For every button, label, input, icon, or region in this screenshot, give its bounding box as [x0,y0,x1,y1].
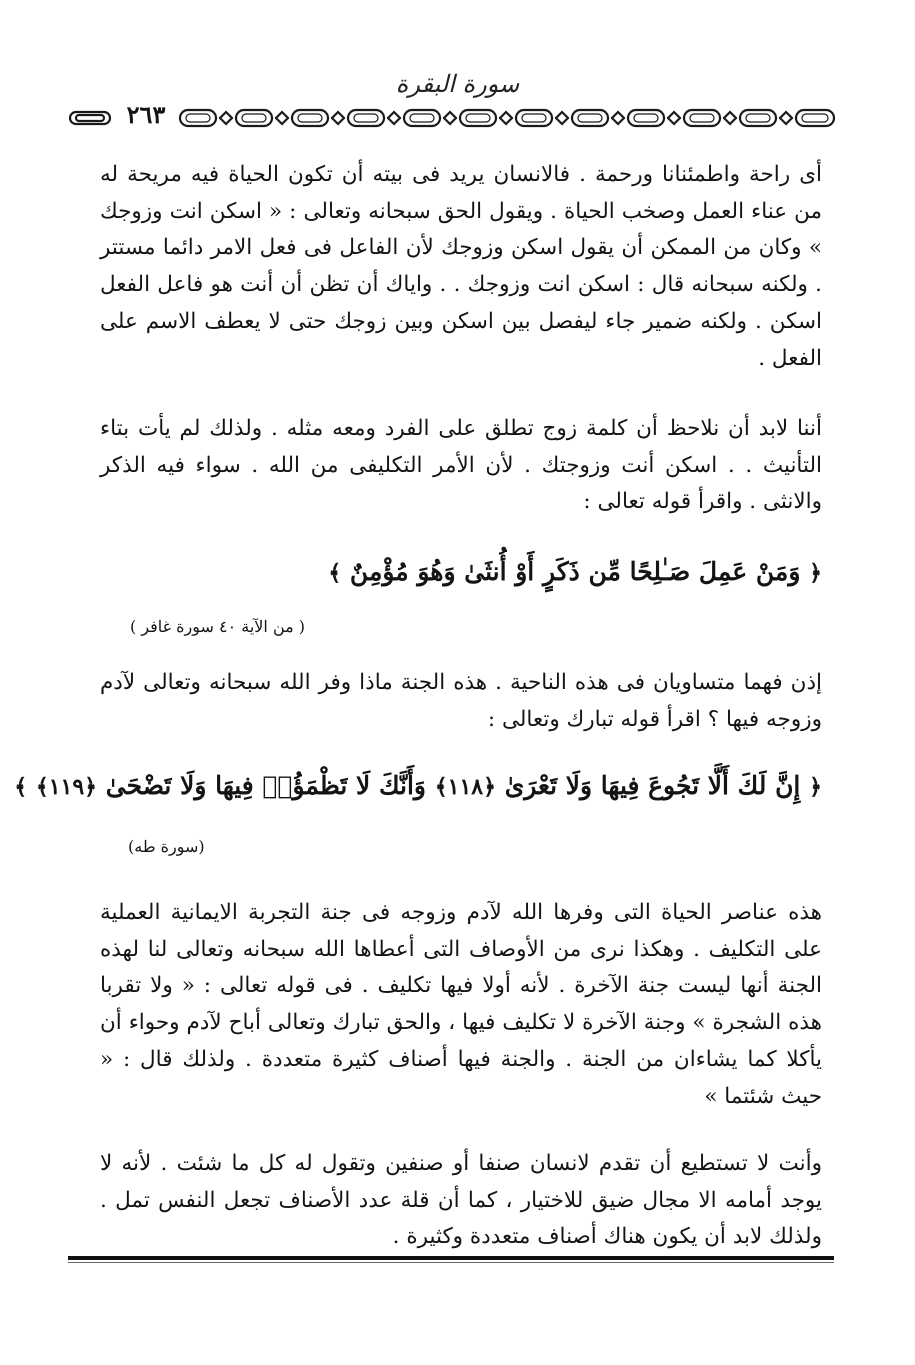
verse-text: وَمَنْ عَمِلَ صَـٰلِحًا مِّن ذَكَرٍ أَوْ أُنثَىٰ وَهُوَ مُؤْمِنٌ [349,557,801,586]
verse-open-bracket: ﴿ [809,774,822,800]
quran-verse-2 [14,771,822,800]
paragraph-3: إذن فهما متساويان فى هذه الناحية . هذه الجنة ماذا وفر الله سبحانه وتعالى لآدم وزوجه فيها ؟ اقرأ قوله تبارك وتعالى : [100,670,822,732]
footer-rule-thin [68,1262,834,1263]
verse-number-118: ﴿١١٨﴾ [434,774,496,800]
surah-title: سورة البقرة [395,70,520,98]
verse-number-119: ﴿١١٩﴾ [35,774,98,800]
verse-2-reference: (سورة طه) [128,837,205,856]
footer-rule [68,1256,834,1260]
verse-text-part-1: إِنَّ لَكَ أَلَّا تَجُوعَ فِيهَا وَلَا تَعْرَىٰ [504,771,801,800]
header-ornamental-border [68,102,838,138]
paragraph-2: أننا لابد أن نلاحظ أن كلمة زوج تطلق على الفرد ومعه مثله . ولذلك لم يأت بتاء التأنيث . . اسكن أنت وزوجتك . لأن الأمر التكليفى من الله . سواء فيه الذكر والانثى . واقرأ قوله تعالى : [100,416,822,515]
verse-close-bracket: ﴾ [328,560,342,586]
quran-verse-1 [110,557,822,586]
page-number: ٢٦٣ [126,100,166,129]
verse-1-reference: ( من الآية ٤٠ سورة غافر ) [130,617,306,636]
paragraph-5: وأنت لا تستطيع أن تقدم لانسان صنفا أو صنفين وتقول له كل ما شئت . لأنه لا يوجد أمامه الا مجال ضيق للاختيار ، كما أن قلة عدد الأصناف تجعل النفس تمل . ولذلك لابد أن يكون هناك أصناف متعددة وكثيرة . [100,1151,822,1250]
paragraph-4: هذه عناصر الحياة التى وفرها الله لآدم وزوجه فى جنة التجربة الايمانية العملية على التكليف . وهكذا نرى من الأوصاف التى أعطاها الله سبحانه وتعالى لنا لهذه الجنة أنها ليست جنة الآخرة . لأنه أولا فيها تكليف . فى قوله تعالى : « ولا تقربا هذه الشجرة » وجنة الآخرة لا تكليف فيها ، والحق تبارك وتعالى أباح لآدم وحواء أن يأكلا كما يشاءان من الجنة . والجنة فيها أصناف كثيرة متعددة . ولذلك قال : « حيث شئتما » [100,900,822,1109]
verse-close-bracket: ﴾ [14,774,28,800]
paragraph-1: أى راحة واطمئنانا ورحمة . فالانسان يريد فى بيته أن تكون الحياة فيه مريحة له من عناء العمل وصخب الحياة . ويقول الحق سبحانه وتعالى : « اسكن انت وزوجك » وكان من الممكن أن يقول اسكن وزوجك لأن الفاعل فى فعل الامر دائما مستتر . ولكنه سبحانه قال : اسكن انت وزوجك . . واياك أن تظن أن أنت هو فاعل الفعل اسكن . ولكنه ضمير جاء ليفصل بين اسكن وبين زوجك حتى لا يعطف الاسم على الفعل . [100,162,822,371]
verse-text-part-2: وَأَنَّكَ لَا تَظْمَؤُا۟ فِيهَا وَلَا تَضْحَىٰ [105,771,427,800]
verse-open-bracket: ﴿ [809,560,822,586]
